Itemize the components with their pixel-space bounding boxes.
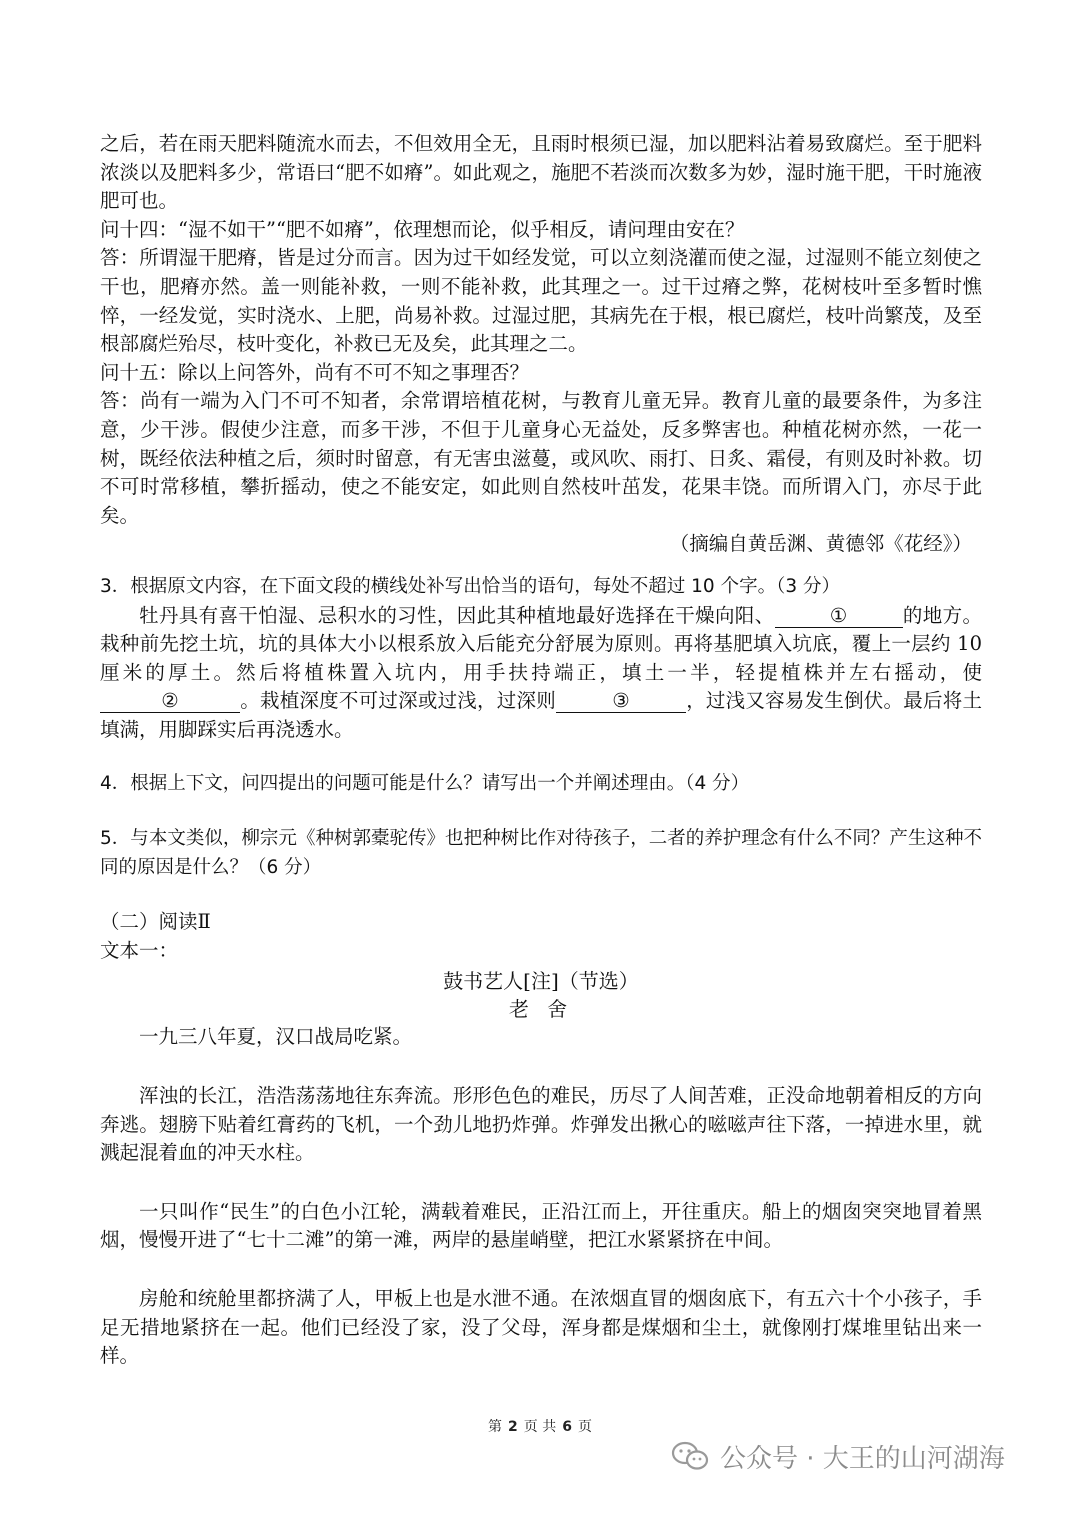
footer-prefix: 第: [488, 1419, 503, 1435]
q3-text-1: 牡丹具有喜干怕湿、忌积水的习性，因此其种植地最好选择在干燥向阳、: [139, 603, 775, 627]
passage-paragraph: 之后，若在雨天肥料随流水而去，不但效用全无，且雨时根须已湿，加以肥料沾着易致腐烂。至于肥料浓淡以及肥料多少，常语曰“肥不如瘠”。如此观之，施肥不若淡而次数多为妙，湿时施干肥，干时施液肥可也。: [100, 132, 982, 213]
source-citation: （摘编自黄岳渊、黄德邻《花经》）: [669, 532, 972, 556]
question-15: 问十五：除以上问答外，尚有不可不知之事理否？: [100, 360, 530, 384]
answer-15: 答：尚有一端为入门不可不知者，余常谓培植花树，与教育儿童无异。教育儿童的最要条件，为多注意，少干涉。假使少注意，而多干涉，不但于儿童身心无益处，反多弊害也。种植花树亦然，一花一树，既经依法种植之后，须时时留意，有无害虫滋蔓，或风吹、雨打、日炙、霜侵，有则及时补救。切不可时常移植，攀折摇动，使之不能安定，如此则自然枝叶茁发，花果丰饶。而所谓入门，亦尽于此矣。: [100, 389, 982, 527]
footer-suffix: 页: [577, 1419, 592, 1435]
question-3-prompt: 3．根据原文内容，在下面文段的横线处补写出恰当的语句，每处不超过 10 个字。（3 分）: [100, 575, 840, 597]
q3-text-3: 。栽植深度不可过深或过浅，过深则: [240, 689, 556, 713]
footer-middle: 页 共: [523, 1419, 557, 1435]
page-footer: [0, 1416, 1080, 1436]
footer-total-pages: 6: [562, 1419, 572, 1435]
story-paragraph-3: 一只叫作“民生”的白色小江轮，满载着难民，正沿江而上，开往重庆。船上的烟囱突突地冒着黑烟，慢慢开进了“七十二滩”的第一滩，两岸的悬崖峭壁，把江水紧紧挤在中间。: [100, 1199, 982, 1252]
watermark: [670, 1436, 1005, 1476]
question-14: 问十四：“湿不如干”“肥不如瘠”，依理想而论，似乎相反，请问理由安在？: [100, 217, 745, 241]
article-author: 老 舍: [508, 997, 574, 1022]
q3-text-4: ，过浅又容易发生倒伏。最后将土填满，用脚踩实后再浇透水。: [100, 689, 982, 741]
wechat-icon: [670, 1441, 710, 1471]
section-heading: （二）阅读Ⅱ: [100, 910, 211, 934]
blank-2: ②: [100, 690, 240, 713]
q3-text-2: 的地方。栽种前先挖土坑，坑的具体大小以根系放入后能充分舒展为原则。再将基肥填入坑底，覆上一层约 10 厘米的厚土。然后将植株置入坑内，用手扶持端正，填土一半，轻提植株并左右摇动，使: [100, 603, 982, 684]
blank-3: ③: [556, 690, 686, 713]
blank-1: ①: [775, 605, 903, 628]
question-4-prompt: 4．根据上下文，问四提出的问题可能是什么？请写出一个并阐述理由。（4 分）: [100, 773, 750, 795]
footer-page-number: 2: [508, 1419, 518, 1435]
article-title: 鼓书艺人[注]（节选）: [443, 969, 639, 994]
watermark-text: 公众号 · 大王的山河湖海: [720, 1443, 1005, 1474]
story-paragraph-1: 一九三八年夏，汉口战局吃紧。: [139, 1025, 413, 1049]
story-paragraph-2: 浑浊的长江，浩浩荡荡地往东奔流。形形色色的难民，历尽了人间苦难，正没命地朝着相反的方向奔逃。翅膀下贴着红膏药的飞机，一个劲儿地扔炸弹。炸弹发出揪心的嗞嗞声往下落，一掉进水里，就溅起混着血的冲天水柱。: [100, 1084, 982, 1165]
story-paragraph-4: 房舱和统舱里都挤满了人，甲板上也是水泄不通。在浓烟直冒的烟囱底下，有五六十个小孩子，手足无措地紧挤在一起。他们已经没了家，没了父母，浑身都是煤烟和尘土，就像刚打煤堆里钻出来一样。: [100, 1287, 982, 1368]
answer-14: 答：所谓湿干肥瘠，皆是过分而言。因为过干如经发觉，可以立刻浇灌而使之湿，过湿则不能立刻使之干也，肥瘠亦然。盖一则能补救，一则不能补救，此其理之一。过干过瘠之弊，花树枝叶至多暂时憔悴，一经发觉，实时浇水、上肥，尚易补救。过湿过肥，其病先在于根，根已腐烂，枝叶尚繁茂，及至根部腐烂殆尽，枝叶变化，补救已无及矣，此其理之二。: [100, 246, 982, 356]
text-label: 文本一：: [100, 938, 179, 962]
page-content: [100, 130, 982, 1371]
question-5-prompt: 5．与本文类似，柳宗元《种树郭橐驼传》也把种树比作对待孩子，二者的养护理念有什么不同？产生这种不同的原因是什么？（6 分）: [100, 828, 982, 878]
question-3-passage: [100, 602, 982, 745]
